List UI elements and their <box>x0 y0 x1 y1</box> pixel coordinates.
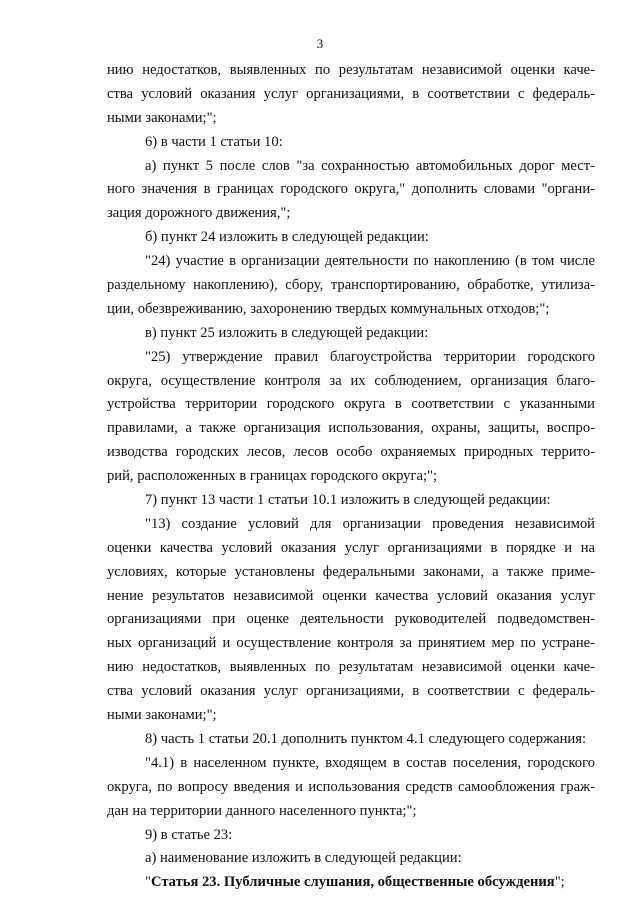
text-line: "24) участие в организации деятельности по накоплению (в том числе <box>145 253 595 270</box>
text-line: 8) часть 1 статьи 20.1 дополнить пунктом 4.1 следующего содержания: <box>145 730 587 747</box>
text-line: округа, осуществление контроля за их соблюдением, организация благо- <box>107 372 595 389</box>
text-line: ного значения в границах городского округа," дополнить словами "органи- <box>107 181 595 198</box>
text-line: рий, расположенных в границах городского округа;"; <box>107 468 438 485</box>
text-line: ства условий оказания услуг организациями, в соответствии с федераль- <box>107 85 595 102</box>
text-line: в) пункт 25 изложить в следующей редакции: <box>145 324 429 341</box>
text-line: изводства городских лесов, лесов особо охраняемых природных террито- <box>107 444 595 461</box>
text-line: 7) пункт 13 части 1 статьи 10.1 изложить в следующей редакции: <box>145 492 551 509</box>
text-line: ными законами;"; <box>107 109 217 126</box>
article-23-title: Статья 23. Публичные слушания, общественные обсуждения <box>150 874 555 891</box>
text-line: б) пункт 24 изложить в следующей редакции: <box>145 229 429 246</box>
page-number: 3 <box>316 36 324 51</box>
text-line: нию недостатков, выявленных по результатам независимой оценки каче- <box>107 659 595 676</box>
text-line: "13) создание условий для организации проведения независимой <box>145 515 595 532</box>
text-line: ства условий оказания услуг организациями, в соответствии с федераль- <box>107 683 595 700</box>
text-line: правилами, а также организация использования, охраны, защиты, воспро- <box>107 420 595 437</box>
text-line: 9) в статье 23: <box>145 826 233 843</box>
text-line: ных организаций и осуществление контроля за принятием мер по устране- <box>107 635 595 652</box>
text-line: раздельному накоплению), сбору, транспортированию, обработке, утилиза- <box>107 277 595 294</box>
text-line: дан на территории данного населенного пункта;"; <box>107 802 417 819</box>
text-line: ными законами;"; <box>107 707 217 724</box>
text-line: округа, по вопросу введения и использования средств самообложения граж- <box>107 778 595 795</box>
text-line: 6) в части 1 статьи 10: <box>145 133 283 150</box>
text-line: а) наименование изложить в следующей редакции: <box>145 850 462 867</box>
text-line: нию недостатков, выявленных по результатам независимой оценки каче- <box>107 62 595 78</box>
text-line: "4.1) в населенном пункте, входящем в состав поселения, городского <box>145 754 595 771</box>
text-line: нение результатов независимой оценки качества условий оказания услуг <box>107 587 595 604</box>
text-line: ции, обезвреживанию, захоронению твердых коммунальных отходов;"; <box>107 300 550 317</box>
close-quote: "; <box>554 874 565 891</box>
text-line: организациями при оценке деятельности руководителей подведомствен- <box>107 611 595 628</box>
article-heading-line <box>107 871 595 895</box>
text-line: а) пункт 5 после слов "за сохранностью автомобильных дорог мест- <box>145 157 595 174</box>
document-body <box>107 59 595 895</box>
open-quote: " <box>145 874 151 891</box>
text-line: зация дорожного движения,"; <box>107 205 291 222</box>
text-line: "25) утверждение правил благоустройства территории городского <box>145 348 595 365</box>
text-line: устройства территории городского округа в соответствии с указанными <box>107 396 595 413</box>
text-line: условиях, которые установлены федеральными законами, а также приме- <box>107 563 595 580</box>
text-line: оценки качества условий оказания услуг организациями в порядке и на <box>107 539 595 556</box>
